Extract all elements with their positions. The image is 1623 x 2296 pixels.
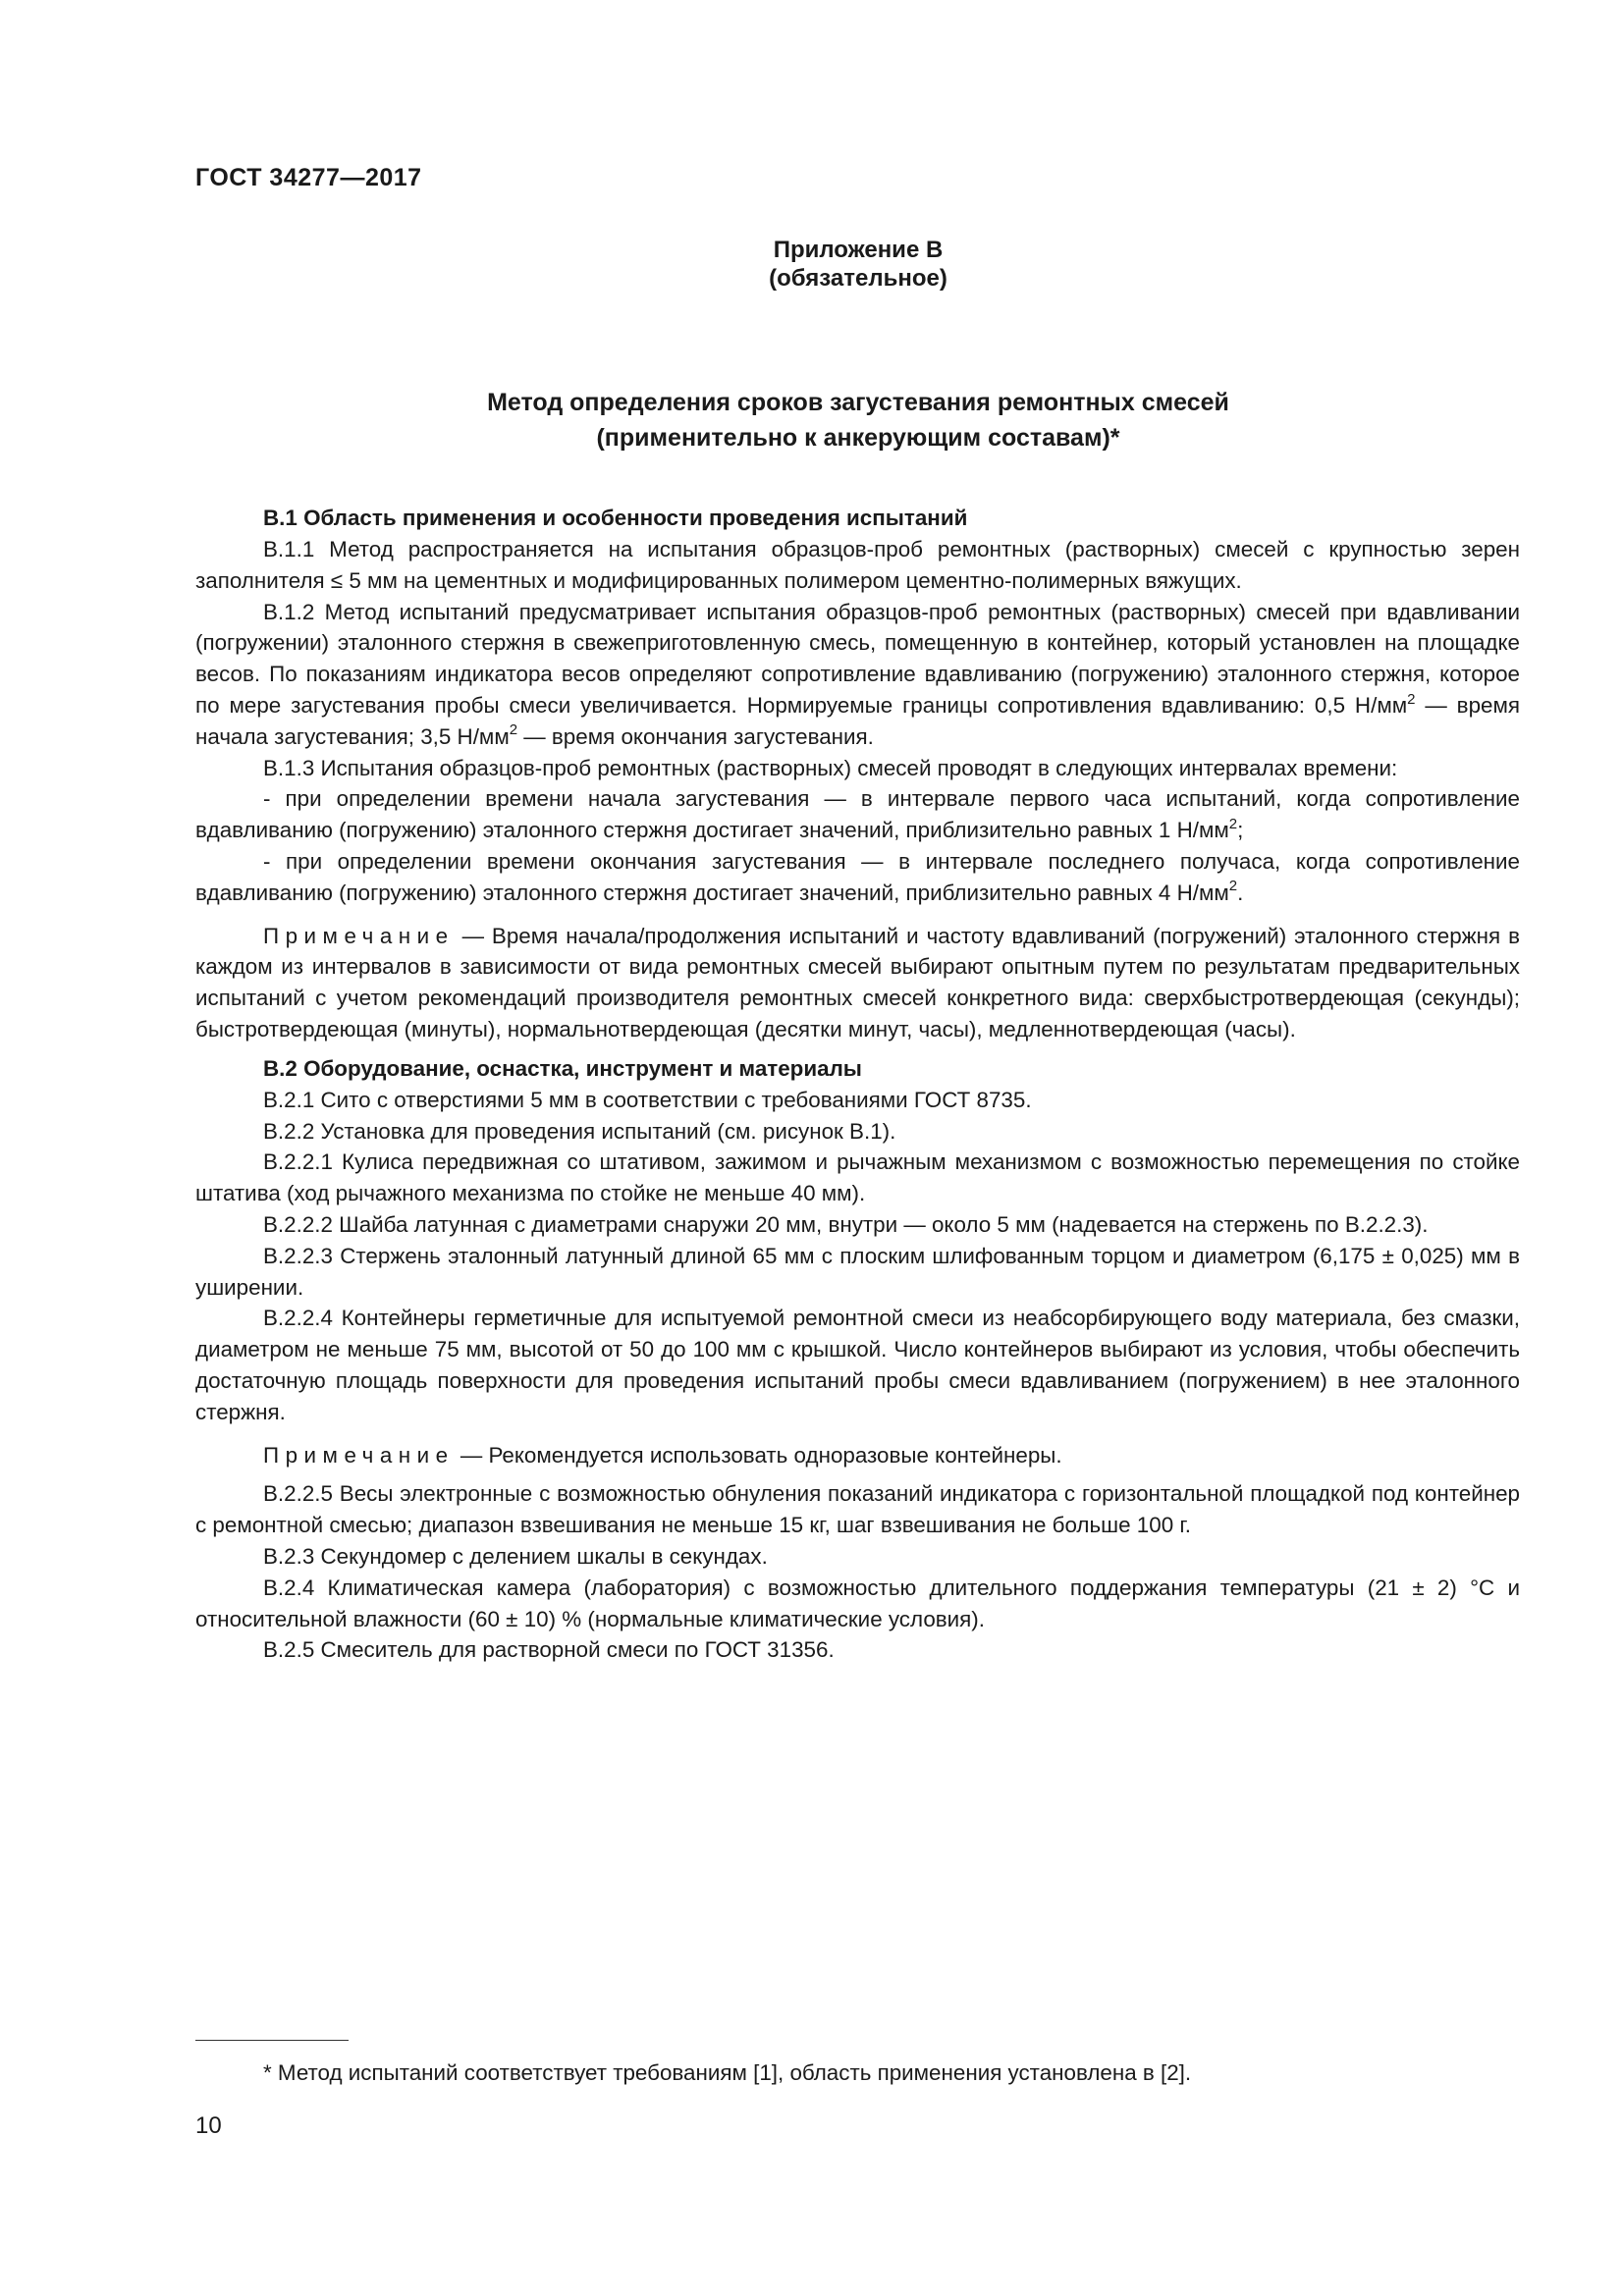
superscript: 2 [1228,815,1238,832]
annex-title-line-2: (применительно к анкерующим составам)* [596,424,1120,452]
note-text: — Рекомендуется использовать одноразовые контейнеры. [454,1442,1062,1468]
annex-title-line-1: Метод определения сроков загустевания ремонтных смесей [487,389,1229,416]
list-item-end-time-end: . [1237,880,1244,905]
list-item-end-time-text: - при определении времени окончания загустевания — в интервале последнего получаса, когда сопротивление вдавливанию (погружению) эталонного стержня достигает значений, приблизительно равных 4 Н/мм [195,848,1520,905]
paragraph-b1-2 [195,597,1520,753]
paragraph-b1-3: В.1.3 Испытания образцов-проб ремонтных (растворных) смесей проводят в следующих интервалах времени: [263,755,1398,780]
list-item-start-time-text: - при определении времени начала загустевания — в интервале первого часа испытаний, когда сопротивление вдавливанию (погружению) эталонного стержня достигает значений, приблизительно равных 1 Н/мм [195,786,1520,843]
paragraph-b1-2-part-a: В.1.2 Метод испытаний предусматривает испытания образцов-проб ремонтных (растворных) смесей при вдавливании (погружении) эталонного стержня в свежеприготовленную смесь, помещенную в контейнер, который установлен на площадке весов. По показаниям индикатора весов определяют сопротивление вдавливанию (погружению) эталонного стержня, которое по мере загустевания пробы смеси увеличивается. Нормируемые границы сопротивления вдавливанию: 0,5 Н/мм [195,599,1520,718]
paragraph-b2-2-4: В.2.2.4 Контейнеры герметичные для испытуемой ремонтной смеси из неабсорбирующего воду материала, без смазки, диаметром не меньше 75 мм, высотой от 50 до 100 мм с крышкой. Число контейнеров выбирают из условия, чтобы обеспечить достаточную площадь поверхности для проведения испытаний пробы смеси вдавливанием (погружением) в нее эталонного стержня. [195,1306,1520,1424]
paragraph-b1-1: В.1.1 Метод распространяется на испытания образцов-проб ремонтных (растворных) смесей с крупностью зерен заполнителя ≤ 5 мм на цементных и модифицированных полимером цементно-полимерных вяжущих. [195,537,1520,593]
paragraph-b1-2-part-b: — время начала загустевания; 3,5 Н/мм [195,692,1520,749]
superscript: 2 [1407,690,1416,708]
note-text: — Время начала/продолжения испытаний и частоту вдавливаний (погружений) эталонного стержня в каждом из интервалов в зависимости от вида ремонтных смесей выбирают опытным путем по результатам предварительных испытаний с учетом рекомендаций производителя ремонтных смесей конкретного вида: сверхбыстротвердеющая (секунды); быстротвердеющая (минуты), нормальнотвердеющая (десятки минут, часы), медленнотвердеющая (часы). [195,923,1520,1041]
superscript: 2 [509,721,518,739]
note-label: Примечание [263,923,455,948]
page-number: 10 [195,2112,222,2139]
footnote-separator [195,2040,349,2041]
superscript: 2 [1228,878,1238,895]
paragraph-b1-2-part-c: — время окончания загустевания. [517,723,874,749]
annex-status: (обязательное) [769,265,947,292]
paragraph-b2-5: В.2.5 Смеситель для растворной смеси по ГОСТ 31356. [263,1637,835,1663]
paragraph-b2-2-1: В.2.2.1 Кулиса передвижная со штативом, зажимом и рычажным механизмом с возможностью перемещения по стойке штатива (ход рычажного механизма по стойке не меньше 40 мм). [195,1149,1520,1206]
paragraph-b2-2: В.2.2 Установка для проведения испытаний (см. рисунок В.1). [263,1118,896,1144]
paragraph-b2-2-5: В.2.2.5 Весы электронные с возможностью обнуления показаний индикатора с горизонтальной площадкой под контейнер с ремонтной смесью; диапазон взвешивания не меньше 15 кг, шаг взвешивания не больше 100 г. [195,1481,1520,1538]
list-item-start-time [195,783,1520,846]
document-body [195,503,1520,1666]
document-code: ГОСТ 34277—2017 [195,164,422,191]
paragraph-b2-3: В.2.3 Секундомер с делением шкалы в секундах. [263,1543,768,1569]
note-b2 [195,1440,1520,1471]
footnote: * Метод испытаний соответствует требованиям [1], область применения установлена в [2]. [263,2060,1192,2085]
list-item-start-time-end: ; [1237,818,1244,843]
section-heading-b1: В.1 Область применения и особенности проведения испытаний [263,506,968,530]
paragraph-b2-2-2: В.2.2.2 Шайба латунная с диаметрами снаружи 20 мм, внутри — около 5 мм (надевается на стержень по В.2.2.3). [263,1211,1429,1237]
paragraph-b2-2-3: В.2.2.3 Стержень эталонный латунный длиной 65 мм с плоским шлифованным торцом и диаметром (6,175 ± 0,025) мм в уширении. [195,1243,1520,1300]
paragraph-b2-4: В.2.4 Климатическая камера (лаборатория) с возможностью длительного поддержания температуры (21 ± 2) °С и относительной влажности (60 ± 10) % (нормальные климатические условия). [195,1575,1520,1631]
section-heading-b2: В.2 Оборудование, оснастка, инструмент и материалы [263,1055,862,1081]
note-b1 [195,921,1520,1045]
list-item-end-time [195,846,1520,909]
note-label: Примечание [263,1442,455,1468]
annex-label: Приложение В [773,237,944,263]
paragraph-b2-1: В.2.1 Сито с отверстиями 5 мм в соответствии с требованиями ГОСТ 8735. [263,1087,1032,1112]
